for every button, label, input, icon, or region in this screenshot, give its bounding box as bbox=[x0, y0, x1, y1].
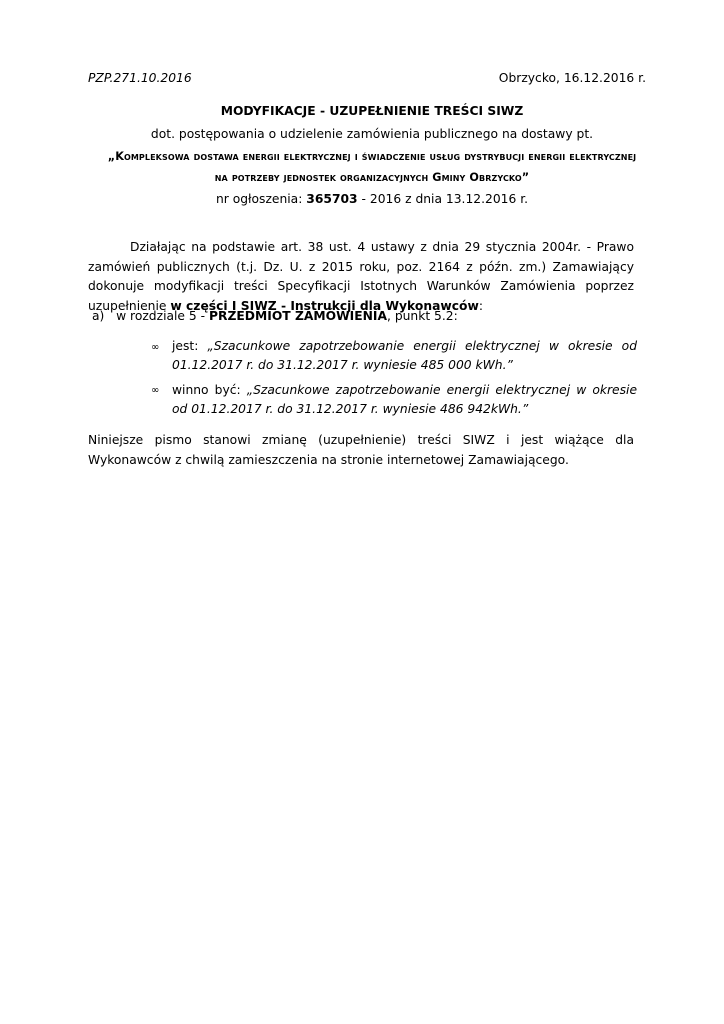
announcement-number bbox=[80, 192, 664, 206]
announcement-prefix: nr ogłoszenia: bbox=[215, 192, 307, 206]
closing-paragraph: Niniejsze pismo stanowi zmianę (uzupełnienie) treści SIWZ i jest wiążące dla Wykonawców z chwilą zamieszczenia na stronie internetowej Zamawiającego. bbox=[88, 433, 634, 467]
procurement-name-line2: na potrzeby jednostek organizacyjnych Gminy Obrzycko” bbox=[214, 171, 530, 184]
bullet-icon: ∞ bbox=[151, 385, 160, 396]
item-a-bold: PRZEDMIOT ZAMÓWIENIA bbox=[209, 309, 387, 323]
announcement-suffix: - 2016 z dnia 13.12.2016 r. bbox=[357, 192, 529, 206]
item-a-suffix: , punkt 5.2: bbox=[387, 309, 458, 323]
bullet-icon: ∞ bbox=[151, 342, 160, 353]
bullet-quote: „Szacunkowe zapotrzebowanie energii elektrycznej w okresie od 01.12.2017 r. do 31.12.2017 r. wyniesie 486 942kWh.” bbox=[172, 383, 638, 416]
bullet-item-corrected bbox=[172, 381, 637, 419]
announcement-number-value: 365703 bbox=[306, 192, 358, 206]
procurement-name-line1: „Kompleksowa dostawa energii elektrycznej i świadczenie usług dystrybucji energii elektrycznej bbox=[107, 150, 637, 163]
intro-text: Działając na podstawie art. 38 ust. 4 ustawy z dnia 29 stycznia 2004r. - Prawo zamówień publicznych (t.j. Dz. U. z 2015 roku, poz. 2164 z późn. zm.) Zamawiający dokonuje modyfikacji treści Specyfikacji Istotnych Warunków Zamówienia poprzez uzupełnienie bbox=[88, 240, 634, 313]
document-subtitle: dot. postępowania o udzielenie zamówienia publicznego na dostawy pt. bbox=[150, 127, 594, 141]
item-a-marker: a) bbox=[92, 309, 105, 323]
intro-paragraph bbox=[88, 238, 634, 316]
intro-bold-text: w części I SIWZ - Instrukcji dla Wykonawców bbox=[170, 298, 479, 313]
place-and-date: Obrzycko, 16.12.2016 r. bbox=[498, 71, 646, 85]
bullet-item-current bbox=[172, 337, 637, 375]
bullet-label: jest: bbox=[172, 339, 208, 353]
reference-number: PZP.271.10.2016 bbox=[88, 71, 192, 85]
bullet-quote: „Szacunkowe zapotrzebowanie energii elektrycznej w okresie od 01.12.2017 r. do 31.12.2017 r. wyniesie 485 000 kWh.” bbox=[172, 339, 637, 372]
bullet-label: winno być: bbox=[172, 383, 247, 397]
item-a-prefix: w rozdziale 5 - bbox=[116, 309, 209, 323]
intro-end: : bbox=[478, 298, 484, 313]
document-title: MODYFIKACJE - UZUPEŁNIENIE TREŚCI SIWZ bbox=[220, 104, 524, 118]
item-a bbox=[92, 309, 458, 323]
